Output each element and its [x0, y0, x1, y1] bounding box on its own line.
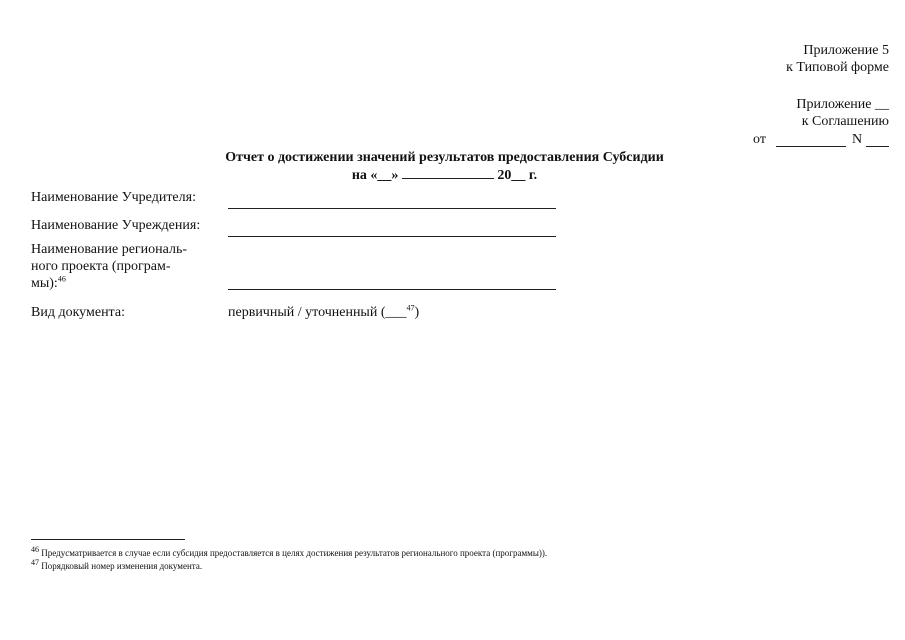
number-blank: [866, 146, 889, 147]
project-label-line3: [31, 275, 187, 292]
footnote-47: [31, 558, 203, 572]
typical-form-line: к Типовой форме: [786, 60, 889, 75]
founder-line: [228, 208, 556, 209]
report-date-line: [0, 166, 897, 184]
report-date-prefix: на «__»: [351, 168, 399, 183]
footnote-46-text: Предусматривается в случае если субсидия предоставляется в целях достижения результатов регионального проекта (программы)).: [41, 548, 548, 558]
appendix-5-line: Приложение 5: [803, 43, 889, 58]
report-date-blank: [402, 166, 494, 179]
project-label-line2: ного проекта (програм-: [31, 259, 171, 274]
project-label: [31, 241, 187, 292]
project-label-line1: Наименование региональ-: [31, 242, 188, 257]
footnote-separator: [31, 539, 185, 540]
founder-label: Наименование Учредителя:: [31, 190, 196, 205]
project-label-line3-text: мы):: [31, 276, 58, 291]
footnote-46: [31, 545, 548, 559]
appendix-agreement-line: Приложение __: [796, 97, 889, 112]
footnote-47-mark: 47: [31, 558, 39, 567]
date-blank: [776, 146, 846, 147]
doctype-text: первичный / уточненный (___: [228, 305, 407, 320]
report-title: Отчет о достижении значений результатов предоставления Субсидии: [225, 150, 664, 165]
report-date-year: 20__ г.: [497, 168, 538, 183]
project-line: [228, 289, 556, 290]
footnote-47-text: Порядковый номер изменения документа.: [41, 561, 203, 571]
institution-label: Наименование Учреждения:: [31, 218, 201, 233]
footnote-ref-46: 46: [57, 274, 66, 284]
number-label: N: [852, 132, 863, 147]
institution-line: [228, 236, 556, 237]
doctype-close: ): [414, 305, 420, 320]
agreement-line: к Соглашению: [801, 114, 889, 129]
footnote-46-mark: 46: [31, 545, 39, 554]
date-from-label: от: [753, 132, 766, 147]
footnote-ref-47: 47: [406, 303, 415, 313]
doctype-value: [228, 304, 419, 321]
doctype-label: Вид документа:: [31, 305, 125, 320]
